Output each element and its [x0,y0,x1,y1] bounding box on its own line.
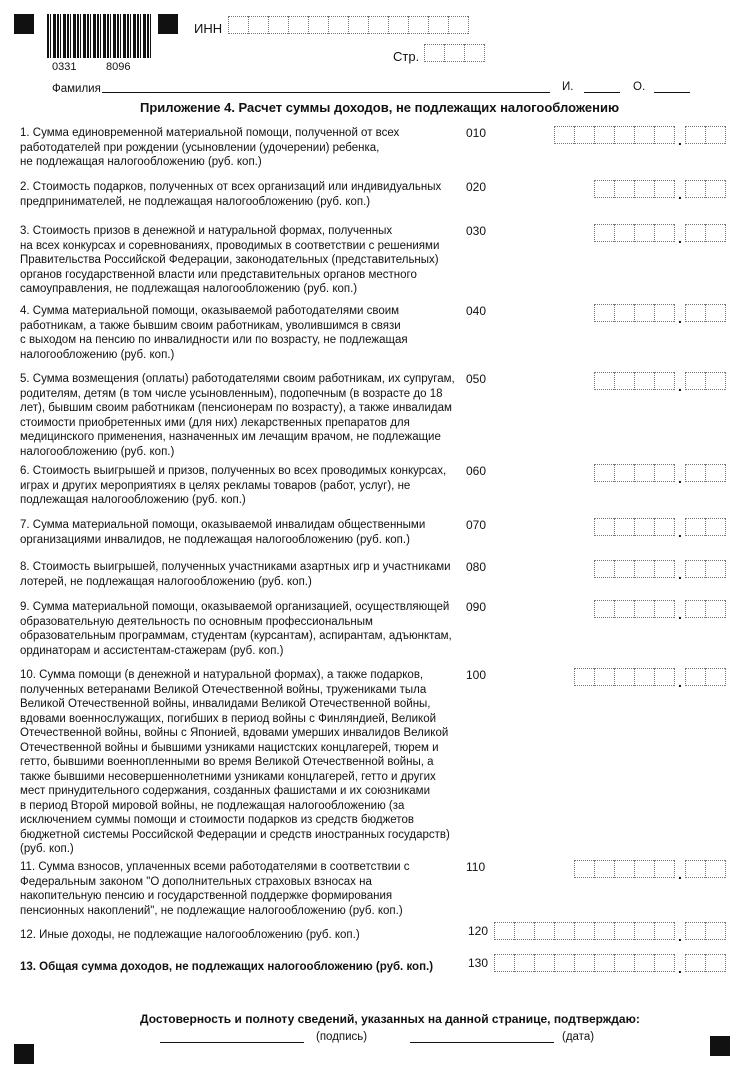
row-080-code: 080 [466,560,487,574]
row-050-line: медицинского применения, назначенных им лечащим врачом, не подлежащие [20,431,441,443]
row-050-line: лет), бывшим своим работникам (пенсионерам по возрасту), а также инвалидам [20,402,452,414]
row-110-line: Федеральным законом "О дополнительных страховых взносах на [20,875,372,888]
decimal-point: . [678,524,682,540]
inn-label: ИНН [194,21,223,36]
row-080-line: 8. Стоимость выигрышей, полученных участниками азартных игр и участниками [20,561,451,573]
decimal-point: . [678,566,682,582]
row-100-line: (руб. коп.) [20,843,74,855]
decimal-point: . [678,310,682,326]
decimal-point: . [678,378,682,394]
row-030-amount-field[interactable] [594,224,726,246]
row-010-line: не подлежащая налогообложению (руб. коп.) [20,156,262,168]
row-120-line: 12. Иные доходы, не подлежащие налогообложению (руб. коп.) [20,929,360,941]
row-010-line: 1. Сумма единовременной материальной помощи, полученной от всех [20,127,400,139]
row-060-line: играх и других мероприятиях в целях рекламы товаров (работ, услуг), не [20,479,411,492]
signature-label: (подпись) [316,1031,368,1043]
surname-field[interactable] [102,92,550,93]
decimal-point: . [678,866,682,882]
row-100-line: полученных ветеранами Великой Отечественной войны, тружениками тыла [20,683,427,696]
row-100-line: Отечественной войны, войны с Японией, вдовами умерших инвалидов Великой [20,727,449,739]
decimal-point: . [678,470,682,486]
signature-field[interactable] [160,1042,304,1043]
row-100-line: мест принудительного содержания, созданных фашистами и их союзниками [20,785,430,797]
row-050-line: 5. Сумма возмещения (оплаты) работодателями своим работникам, их супругам, [20,373,455,385]
barcode-number-left: 0331 [52,61,77,73]
row-020-amount-field[interactable] [594,180,726,202]
row-110-code: 110 [466,860,486,874]
row-080-amount-field[interactable] [594,560,726,582]
row-040-amount-field[interactable] [594,304,726,326]
decimal-point: . [678,606,682,622]
row-110-label [20,860,460,918]
row-050-line: налогообложению (руб. коп.) [20,445,175,458]
row-010-label [20,126,460,170]
row-050-amount-field[interactable] [594,372,726,394]
row-100-label [20,668,460,857]
row-090-line: 9. Сумма материальной помощи, оказываемой организацией, осуществляющей [20,601,450,613]
row-040-line: с выходом на пенсию по инвалидности или по возрасту, не подлежащая [20,334,408,346]
row-010-code: 010 [466,126,487,140]
decimal-point: . [678,960,682,976]
row-060-label [20,464,460,508]
row-030-line: органов государственной власти или представительных органов местного [20,268,417,281]
confirmation-text: Достоверность и полноту сведений, указанных на данной странице, подтверждаю: [140,1012,640,1026]
row-110-line: 11. Сумма взносов, уплаченных всеми работодателями в соответствии с [20,861,410,873]
corner-marker-bottom-left [14,1044,34,1064]
barcode-number-right: 8096 [106,61,131,73]
initial-o-field[interactable] [654,92,690,93]
row-040-label [20,304,460,362]
page-title: Приложение 4. Расчет суммы доходов, не подлежащих налогообложению [140,100,620,115]
row-100-line: гетто, бывшими военнопленными во время Великой Отечественной войны, а [20,756,434,768]
row-020-line: 2. Стоимость подарков, полученных от всех организаций или индивидуальных [20,181,442,193]
inn-field[interactable] [228,16,469,34]
row-100-code: 100 [466,668,487,682]
row-070-line: 7. Сумма материальной помощи, оказываемой инвалидам общественными [20,519,426,531]
row-100-line: вдовами военнослужащих, погибших в период войны с Финляндией, Великой [20,712,437,725]
corner-marker-bottom-right [710,1036,730,1056]
row-100-line: Отечественной войны и бывшими узниками нацистских концлагерей, тюрем и [20,741,439,754]
row-100-line: бюджетной системы Российской Федерации и средств иностранных государств) [20,828,450,841]
row-100-line: также бывшими несовершеннолетними узниками концлагерей, гетто и других [20,770,436,783]
decimal-point: . [678,186,682,202]
barcode [47,14,152,58]
row-040-line: работникам, а также бывшим своим работникам, уволившимся в связи [20,319,401,332]
row-110-line: пенсионных накоплений", не подлежащие налогообложению (руб. коп.) [20,904,403,917]
row-020-line: предпринимателей, не подлежащая налогообложению (руб. коп.) [20,195,371,208]
row-040-line: налогообложению (руб. коп.) [20,348,175,361]
row-110-line: накопительную пенсию и государственной поддержке формирования [20,890,393,902]
row-130-code: 130 [468,956,489,970]
row-130-label [20,960,460,975]
date-label: (дата) [562,1031,595,1043]
row-060-line: 6. Стоимость выигрышей и призов, полученных во всех проводимых конкурсах, [20,465,447,477]
initial-o-label: О. [633,81,646,93]
row-040-code: 040 [466,304,487,318]
page-label: Стр. [393,49,420,64]
row-040-line: 4. Сумма материальной помощи, оказываемой работодателями своим [20,305,400,317]
row-030-line: самоуправления, не подлежащая налогообложению (руб. коп.) [20,283,358,295]
row-060-code: 060 [466,464,487,478]
row-030-line: 3. Стоимость призов в денежной и натуральной формах, полученных [20,225,393,237]
row-010-amount-field[interactable] [554,126,726,148]
row-020-label [20,180,460,209]
row-090-line: образовательную деятельность по основным профессиональным [20,615,373,628]
row-070-line: организациями инвалидов, не подлежащая налогообложению (руб. коп.) [20,533,410,546]
row-110-amount-field[interactable] [574,860,726,882]
decimal-point: . [678,928,682,944]
initial-i-label: И. [562,81,574,93]
date-field[interactable] [410,1042,554,1043]
initial-i-field[interactable] [584,92,620,93]
row-090-line: образовательным программам, студентам (курсантам), аспирантам, адъюнктам, [20,630,452,642]
row-100-line: в период Второй мировой войны, не подлежащая налогообложению (за [20,799,405,812]
row-010-line: работодателей при рождении (усыновлении (удочерении) ребенка, [20,141,380,154]
row-050-code: 050 [466,372,487,386]
row-030-code: 030 [466,224,487,238]
row-120-code: 120 [468,924,489,938]
surname-label: Фамилия [52,83,101,95]
corner-marker-top-left [14,14,34,34]
row-090-amount-field[interactable] [594,600,726,622]
row-070-code: 070 [466,518,487,532]
row-050-label [20,372,460,459]
row-060-line: подлежащая налогообложению (руб. коп.) [20,494,246,506]
row-100-line: Великой Отечественной войны, инвалидами Великой Отечественной войны, [20,698,431,710]
row-070-label [20,518,460,547]
row-100-amount-field[interactable] [574,668,726,690]
decimal-point: . [678,674,682,690]
row-030-line: Правительства Российской Федерации, законодательных (представительных) [20,254,439,266]
row-080-line: лотерей, не подлежащая налогообложению (руб. коп.) [20,575,312,588]
row-080-label [20,560,460,589]
row-050-line: стоимости приобретенных ими (для них) лекарственных препаратов для [20,416,410,429]
row-070-amount-field[interactable] [594,518,726,540]
row-020-code: 020 [466,180,487,194]
corner-marker-top-right [158,14,178,34]
row-030-label [20,224,460,297]
row-090-code: 090 [466,600,487,614]
row-090-label [20,600,460,658]
row-090-line: ординаторам и ассистентам-стажерам (руб. коп.) [20,644,284,657]
row-050-line: родителям, детям (в том числе усыновленным), подопечным (в возрасте до 18 [20,387,443,400]
decimal-point: . [678,132,682,148]
row-130-amount-field[interactable] [494,954,726,976]
row-060-amount-field[interactable] [594,464,726,486]
row-100-line: исключением суммы помощи и стоимости подарков из средств бюджетов [20,814,414,826]
decimal-point: . [678,230,682,246]
row-120-label [20,928,460,943]
row-120-amount-field[interactable] [494,922,726,944]
row-030-line: на всех конкурсах и соревнованиях, проводимых в соответствии с решениями [20,239,440,252]
row-130-line: 13. Общая сумма доходов, не подлежащих налогообложению (руб. коп.) [20,961,434,973]
row-100-line: 10. Сумма помощи (в денежной и натуральной формах), а также подарков, [20,669,424,681]
page-number-field[interactable] [424,44,485,62]
